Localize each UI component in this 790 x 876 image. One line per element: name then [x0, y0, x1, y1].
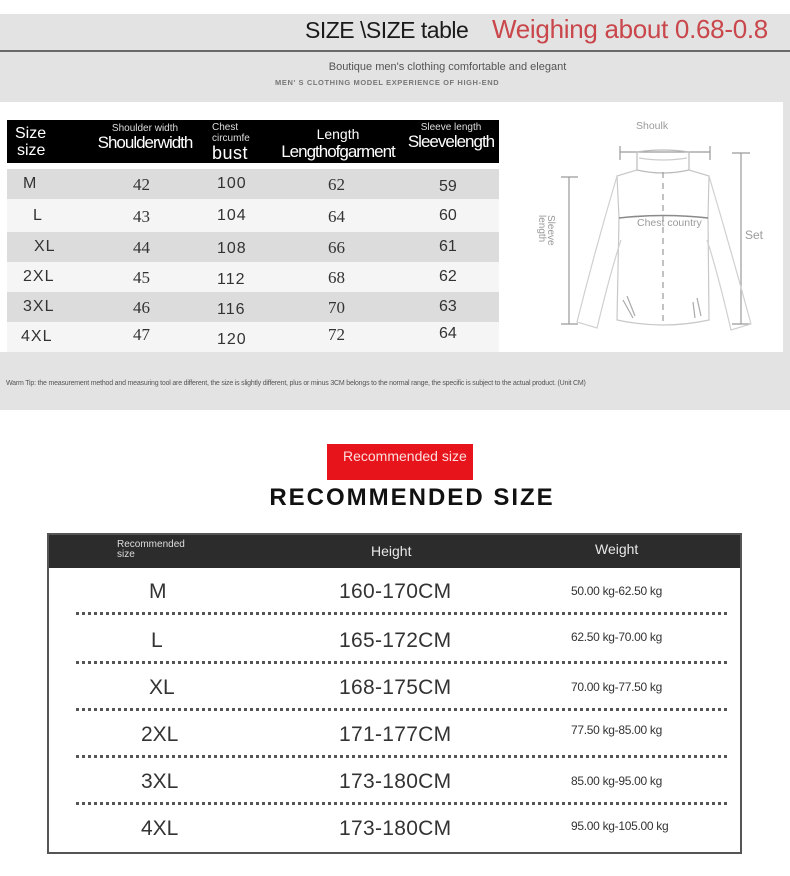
row-divider [76, 612, 727, 615]
col-sleeve [405, 120, 497, 163]
cell-length: 72 [328, 325, 345, 344]
cell-weight: 95.00 kg-105.00 kg [571, 819, 669, 833]
table-row [49, 760, 740, 807]
header-size: Recommended size [117, 539, 185, 560]
cell-weight: 77.50 kg-85.00 kg [571, 723, 662, 737]
col-sleeve-small: Sleeve length [420, 122, 482, 133]
col-length-big: Lengthofgarment [281, 142, 395, 161]
cell-size: 3XL [141, 770, 179, 793]
page-title: SIZE \SIZE table [305, 17, 469, 43]
row-divider [76, 755, 727, 758]
shoulder-label: Shoulk [636, 120, 669, 132]
cell-sleeve: 59 [439, 178, 457, 195]
cell-size: M [149, 580, 167, 603]
cell-bust: 120 [217, 331, 247, 348]
col-shoulder-big: Shoulderwidth [97, 133, 193, 152]
table-row [49, 666, 740, 713]
table-row [49, 619, 740, 666]
size-table-header [7, 120, 499, 163]
cell-size: 4XL [21, 328, 53, 345]
cell-sleeve: 61 [439, 238, 457, 255]
chest-label: Chest country [637, 217, 702, 229]
col-size-sub: size [17, 142, 46, 159]
table-row [7, 322, 499, 352]
row-divider [76, 661, 727, 664]
col-shoulder [90, 120, 200, 163]
row-divider [76, 802, 727, 805]
cell-bust: 116 [217, 301, 246, 318]
table-row [7, 292, 499, 322]
cell-size: 2XL [23, 268, 55, 285]
weight-note: Weighing about 0.68-0.8 [492, 14, 768, 44]
col-bust [212, 120, 260, 163]
col-size-label: Size [15, 125, 47, 142]
subtitle-caps: MEN' S CLOTHING MODEL EXPERIENCE OF HIGH-END [275, 78, 500, 87]
cell-shoulder: 47 [133, 325, 150, 344]
cell-height: 168-175CM [339, 676, 452, 699]
col-sleeve-big: Sleevelength [407, 132, 495, 151]
cell-size: L [151, 629, 163, 652]
recommended-title: RECOMMENDED SIZE [269, 484, 555, 511]
cell-length: 62 [328, 175, 345, 194]
cell-shoulder: 44 [133, 238, 150, 257]
table-row [49, 807, 740, 854]
size-table-section [0, 14, 790, 410]
size-table [7, 120, 499, 352]
cell-length: 66 [328, 238, 345, 257]
cell-length: 64 [328, 207, 345, 226]
cell-shoulder: 43 [133, 207, 150, 226]
cell-weight: 85.00 kg-95.00 kg [571, 774, 662, 788]
cell-length: 68 [328, 268, 345, 287]
header-weight: Weight [595, 541, 639, 557]
col-length [274, 120, 402, 163]
content-panel [0, 102, 783, 352]
col-size [15, 120, 75, 163]
cell-height: 173-180CM [339, 770, 452, 793]
cell-bust: 108 [217, 240, 247, 257]
subtitle: Boutique men's clothing comfortable and elegant [328, 61, 567, 73]
cell-bust: 112 [217, 271, 246, 288]
cell-shoulder: 45 [133, 268, 150, 287]
header-height: Height [371, 543, 412, 559]
col-bust-small: Chest circumfe [212, 122, 250, 144]
cell-height: 160-170CM [339, 580, 452, 603]
sleeve-label: Sleeve length [536, 215, 556, 246]
table-row [7, 199, 499, 232]
cell-height: 171-177CM [339, 723, 452, 746]
cell-size: XL [34, 238, 56, 255]
cell-length: 70 [328, 298, 345, 317]
col-bust-big: bust [212, 143, 249, 163]
cell-size: M [23, 175, 38, 192]
col-length-small: Length [316, 126, 360, 142]
row-divider [76, 708, 727, 711]
col-shoulder-small: Shoulder width [111, 123, 179, 134]
cell-size: XL [149, 676, 175, 699]
table-row [49, 713, 740, 760]
cell-height: 173-180CM [339, 817, 452, 840]
cell-shoulder: 46 [133, 298, 150, 317]
cell-bust: 100 [217, 175, 247, 192]
table-row [7, 262, 499, 292]
cell-sleeve: 64 [439, 325, 457, 342]
table-row [49, 570, 740, 617]
title-divider [0, 50, 790, 52]
cell-bust: 104 [217, 207, 247, 224]
cell-sleeve: 60 [439, 207, 457, 224]
cell-size: 3XL [23, 298, 55, 315]
warm-tip: Warm Tip: the measurement method and measuring tool are different, the size is slightly different, plus or minus 3CM belongs to the normal range, the specific is subject to the actual product. (Unit CM) [6, 380, 586, 387]
length-label: Set [745, 228, 764, 242]
recommended-table-header [49, 535, 740, 568]
table-row [7, 169, 499, 199]
cell-weight: 62.50 kg-70.00 kg [571, 630, 662, 644]
cell-sleeve: 63 [439, 298, 457, 315]
cell-size: 2XL [141, 723, 179, 746]
cell-weight: 50.00 kg-62.50 kg [571, 584, 662, 598]
recommended-size-table [47, 533, 742, 854]
cell-shoulder: 42 [133, 175, 150, 194]
cell-height: 165-172CM [339, 629, 452, 652]
cell-sleeve: 62 [439, 268, 457, 285]
recommended-badge: Recommended size [327, 444, 473, 480]
cell-size: 4XL [141, 817, 179, 840]
title-row [0, 14, 790, 50]
table-row [7, 232, 499, 262]
cell-size: L [33, 207, 43, 224]
garment-diagram [525, 110, 775, 335]
cell-weight: 70.00 kg-77.50 kg [571, 680, 662, 694]
